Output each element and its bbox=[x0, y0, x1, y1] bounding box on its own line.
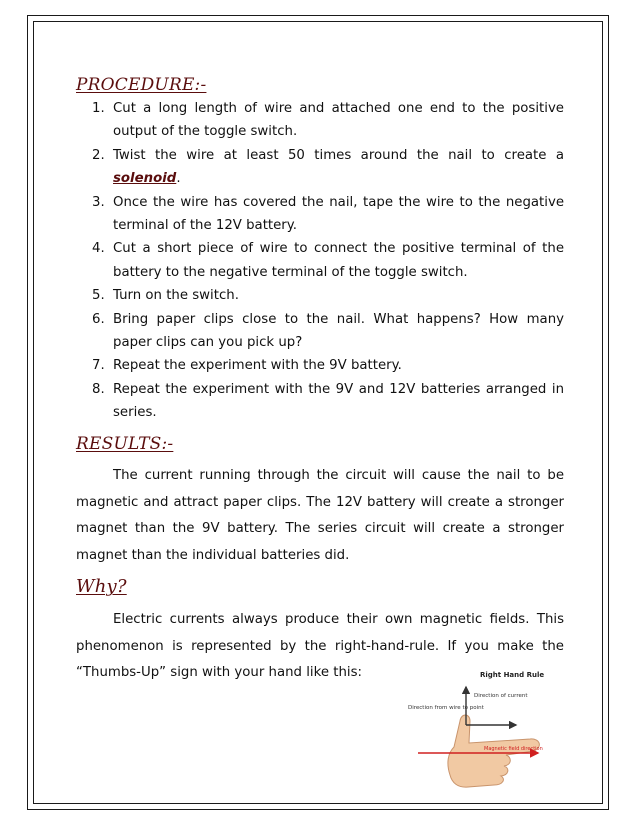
list-item bbox=[76, 237, 564, 284]
step-text: Cut a long length of wire and attached one end to the positive output of the toggle switch. bbox=[113, 101, 564, 140]
step-number: 7. bbox=[92, 358, 105, 374]
list-item bbox=[76, 308, 564, 355]
list-item bbox=[76, 284, 564, 307]
step-text: Cut a short piece of wire to connect the positive terminal of the battery to the negative terminal of the toggle switch. bbox=[113, 241, 564, 280]
figure-title: Right Hand Rule bbox=[480, 671, 545, 679]
procedure-heading: PROCEDURE:- bbox=[76, 75, 207, 95]
step-number: 4. bbox=[92, 241, 105, 257]
list-item bbox=[76, 144, 564, 191]
field-label: Magnetic field direction bbox=[484, 746, 543, 752]
step-text: Repeat the experiment with the 9V battery. bbox=[113, 358, 402, 374]
step-text: Repeat the experiment with the 9V and 12V batteries arranged in series. bbox=[113, 381, 564, 421]
step-text: Turn on the switch. bbox=[113, 288, 239, 304]
list-item bbox=[76, 97, 564, 144]
step-number: 2. bbox=[92, 147, 105, 163]
step-text: Twist the wire at least 50 times around the nail to create a bbox=[113, 147, 564, 163]
list-item bbox=[76, 378, 564, 425]
results-text: The current running through the circuit will cause the nail to be magnetic and attract paper clips. The 12V battery will create a stronger magnet than the 9V battery. The series circuit will create a stronger magnet than the individual batteries did. bbox=[76, 468, 564, 563]
why-text: Electric currents always produce their own magnetic fields. This phenomenon is represented by the right-hand-rule. If you make the “Thumbs-Up” sign with your hand like this: bbox=[76, 612, 564, 680]
step-number: 3. bbox=[92, 194, 105, 210]
why-heading: Why? bbox=[76, 576, 127, 597]
step-text: Once the wire has covered the nail, tape the wire to the negative terminal of the 12V battery. bbox=[113, 194, 564, 234]
results-heading: RESULTS:- bbox=[76, 434, 174, 454]
force-label: Direction from wire to point bbox=[408, 705, 484, 711]
right-hand-rule-figure bbox=[388, 667, 568, 795]
procedure-steps bbox=[76, 97, 564, 425]
results-paragraph bbox=[76, 463, 564, 569]
step-number: 8. bbox=[92, 381, 105, 397]
solenoid-term: solenoid bbox=[113, 171, 177, 187]
current-label: Direction of current bbox=[474, 693, 528, 699]
step-number: 1. bbox=[92, 101, 105, 116]
step-text: Bring paper clips close to the nail. What happens? How many paper clips can you pick up? bbox=[113, 311, 564, 351]
step-text-end: . bbox=[176, 171, 181, 187]
list-item bbox=[76, 354, 564, 377]
list-item bbox=[76, 191, 564, 238]
step-number: 6. bbox=[92, 311, 105, 327]
step-number: 5. bbox=[92, 288, 105, 304]
